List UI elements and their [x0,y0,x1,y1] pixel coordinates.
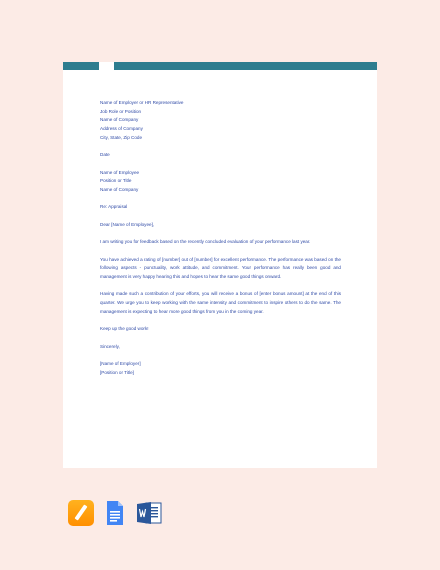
signature-title: [Position or Title] [100,369,134,375]
sender-city: City, State, Zip Code [100,134,143,140]
signoff: Sincerely, [100,343,120,349]
letter-body [100,99,341,377]
format-icons [68,500,162,526]
pages-icon[interactable] [68,500,94,526]
sender-role: Job Role or Position [100,108,142,114]
paragraph-3: Having made such a contribution of your efforts, you will receive a bonus of [enter bonus amount] at the end of this quarter. We urge you to keep working with the same intensity and commitment to inspire others to do the same. The management is expecting to hear more good things from you in the coming year. [100,291,341,314]
letter-page [63,62,377,468]
paragraph-2: You have achieved a rating of [number] out of [number] for excellent performance. The performance was based on the following aspects - punctuality, work attitude, and commitment. Your performance has really been good and management is very happy hearing this and hopes to hear the same good things onward. [100,256,341,279]
sender-name: Name of Employer or HR Representative [100,100,184,105]
recipient-company: Name of Company [100,187,139,192]
recipient-position: Position or Title [100,178,132,184]
signature-name: [Name of Employer] [100,360,141,366]
sender-company: Name of Company [100,117,139,123]
google-docs-icon[interactable] [102,500,128,526]
subject-line: Re: Appraisal [100,204,128,210]
salutation: Dear [Name of Employee], [100,221,155,227]
header-bar-right [114,62,377,70]
header-bar-left [63,62,99,70]
letter-date: Date [100,152,110,158]
recipient-name: Name of Employee [100,169,140,175]
sender-address: Address of Company [100,126,143,132]
word-icon[interactable] [136,500,162,526]
paragraph-1: I am writing you for feedback based on the recently concluded evaluation of your performance last year. [100,239,311,245]
closing-line: Keep up the good work! [100,326,149,332]
